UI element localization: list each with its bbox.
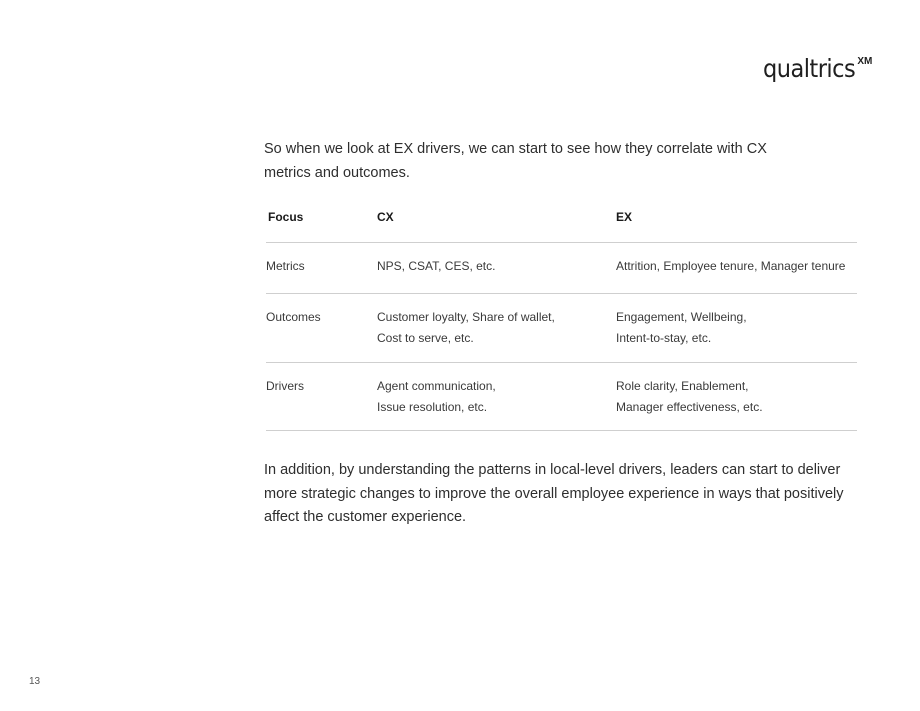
header-focus: Focus [268, 210, 304, 224]
page-number: 13 [29, 676, 41, 687]
ex-line: Attrition, Employee tenure, Manager tenure [616, 259, 846, 273]
cx-line: Customer loyalty, Share of wallet, [377, 310, 555, 324]
row-ex [616, 307, 857, 353]
intro-paragraph: So when we look at EX drivers, we can start to see how they correlate with CX metrics and outcomes. [264, 141, 767, 181]
row-ex [616, 256, 857, 284]
row-cx [377, 307, 616, 353]
cx-line: NPS, CSAT, CES, etc. [377, 259, 496, 273]
ex-line: Manager effectiveness, etc. [616, 400, 763, 414]
qualtrics-logo [763, 52, 872, 86]
outro-paragraph: In addition, by understanding the patterns in local-level drivers, leaders can start to deliver more strategic changes to improve the overall employee experience in ways that positively affect the customer experience. [264, 462, 844, 525]
ex-line: Intent-to-stay, etc. [616, 331, 712, 345]
ex-line: Engagement, Wellbeing, [616, 310, 747, 324]
cx-line: Cost to serve, etc. [377, 331, 474, 345]
table-row [266, 363, 857, 431]
table-row [266, 294, 857, 363]
cx-line: Agent communication, [377, 379, 496, 393]
header-ex: EX [616, 210, 633, 224]
ex-line: Role clarity, Enablement, [616, 379, 749, 393]
logo-wordmark: qualtrics [763, 54, 856, 83]
cx-line: Issue resolution, etc. [377, 400, 488, 414]
row-focus: Metrics [266, 259, 305, 273]
row-cx [377, 376, 616, 421]
table-header-row [266, 200, 857, 243]
cx-ex-comparison-table [266, 200, 857, 431]
table-row [266, 243, 857, 294]
row-ex [616, 376, 857, 421]
logo-xm-superscript: XM [857, 56, 873, 67]
header-cx: CX [377, 210, 394, 224]
row-focus: Outcomes [266, 310, 321, 324]
row-cx [377, 256, 616, 284]
row-focus: Drivers [266, 379, 304, 393]
